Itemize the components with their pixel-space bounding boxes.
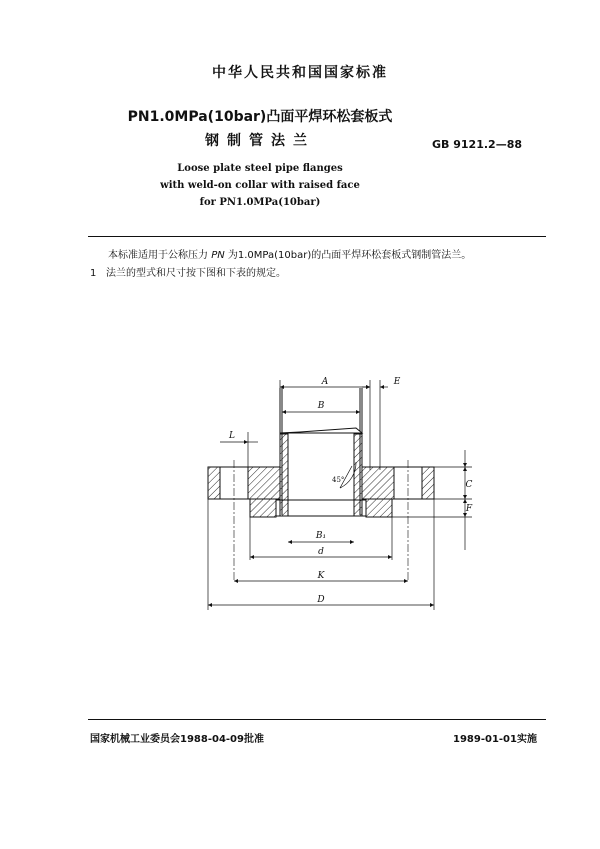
flange-plate-right <box>362 467 434 499</box>
flange-plate-left <box>208 467 280 499</box>
footer-divider <box>88 719 546 720</box>
label-a: A <box>321 377 329 387</box>
label-f: F <box>465 504 473 514</box>
label-b: B <box>317 401 325 411</box>
intro-paragraph <box>108 246 548 261</box>
intro-prefix: 本标准适用于公称压力 <box>108 250 208 261</box>
clause-number: 1 <box>90 268 97 279</box>
title-english-line-2: with weld-on collar with raised face <box>160 180 360 191</box>
title-english-line-1: Loose plate steel pipe flanges <box>177 163 343 174</box>
standard-code: GB 9121.2—88 <box>432 138 522 151</box>
label-45-degrees: 45° <box>332 476 345 484</box>
label-k: K <box>317 571 325 581</box>
label-l: L <box>229 431 235 441</box>
effective-date: 1989-01-01实施 <box>453 734 537 745</box>
header-organization: 中华人民共和国国家标准 <box>212 65 388 81</box>
clause-text: 法兰的型式和尺寸按下图和下表的规定。 <box>106 268 286 279</box>
title-english-line-3: for PN1.0MPa(10bar) <box>199 197 321 208</box>
header-divider <box>88 236 546 237</box>
title-chinese-line-2: 钢制管法兰 <box>205 133 315 149</box>
label-d-bore: d <box>318 547 324 557</box>
label-c: C <box>465 480 473 490</box>
clause-1 <box>90 264 286 279</box>
label-d-outer: D <box>317 595 325 605</box>
approval-line: 国家机械工业委员会1988-04-09批准 <box>90 734 264 745</box>
flange-drawing <box>180 370 480 620</box>
title-chinese-line-1: PN1.0MPa(10bar)凸面平焊环松套板式 <box>127 109 393 125</box>
intro-symbol: PN <box>211 250 225 261</box>
label-e: E <box>393 377 401 387</box>
label-b1: B₁ <box>315 531 327 541</box>
intro-suffix: 为1.0MPa(10bar)的凸面平焊环松套板式钢制管法兰。 <box>227 250 472 261</box>
